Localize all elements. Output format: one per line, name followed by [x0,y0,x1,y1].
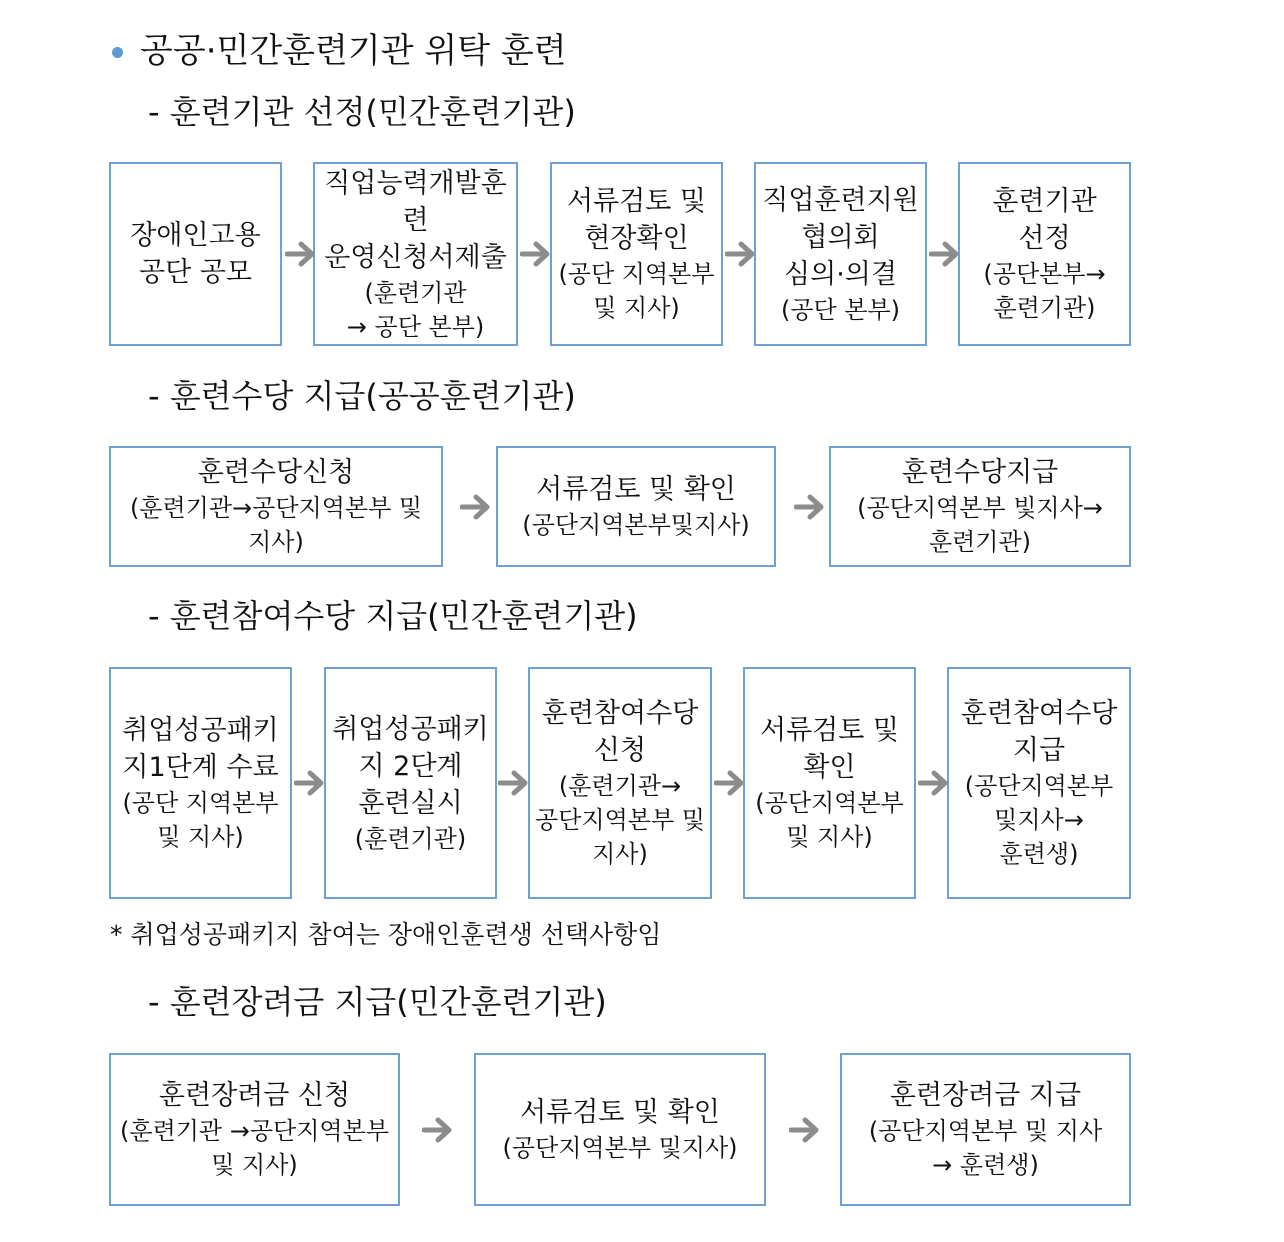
box-sub-text: (훈련기관→ 공단지역본부 및 지사) [535,772,705,868]
flow-box [840,1053,1131,1206]
box-sub-text: (공단지역본부 빛지사→ 훈련기관) [857,494,1103,556]
flow-box [528,667,712,899]
arrow-right-icon [725,241,757,267]
arrow-right-icon [918,770,950,796]
box-sub-text: (공단 지역본부 및 지사) [558,260,715,322]
box-main-text: 훈련장려금 신청 [158,1080,351,1111]
section-heading-participation-allowance: - 훈련참여수당 지급(민간훈련기관) [148,597,638,635]
box-sub-text: (공단지역본부 및지사→ 훈련생) [964,772,1114,868]
box-main-text: 취업성공패키 지 2단계 훈련실시 [332,713,489,819]
box-main-text: 서류검토 및 확인 [760,715,899,783]
flow-box [474,1053,766,1206]
arrow-right-icon [929,241,961,267]
box-main-text: 훈련참여수당 지급 [960,698,1118,766]
box-sub-text: (공단 본부) [780,295,901,324]
box-sub-text: (훈련기관 → 공단 본부) [346,278,485,341]
box-main-text: 직업훈련지원 협의회 심의·의결 [762,184,919,290]
flow-box [496,446,776,567]
arrow-right-icon [714,770,746,796]
box-main-text: 직업능력개발훈련 운영신청서제출 [324,167,507,273]
arrow-right-icon [498,770,530,796]
footnote: * 취업성공패키지 참여는 장애인훈련생 선택사항임 [110,920,662,949]
box-sub-text: (훈련기관 →공단지역본부 및 지사) [120,1117,389,1179]
box-main-text: 서류검토 및 확인 [520,1097,720,1128]
box-main-text: 훈련참여수당 신청 [541,698,699,766]
flow-box [829,446,1131,567]
flow-box [550,162,723,346]
box-main-text: 취업성공패키 지1단계 수료 [122,715,279,783]
box-sub-text: (훈련기관→공단지역본부 및 지사) [129,494,423,556]
box-sub-text: (공단지역본부 및 지사) [755,789,904,851]
page-title: 공공·민간훈련기관 위탁 훈련 [140,31,567,71]
flow-box [109,1053,400,1206]
flow-box [743,667,916,899]
arrow-right-icon [794,494,826,520]
flow-box [947,667,1131,899]
box-sub-text: (공단지역본부및지사) [522,511,750,539]
box-sub-text: (공단 지역본부 및 지사) [122,789,279,851]
box-sub-text: (공단지역본부 및지사) [502,1134,738,1162]
flow-box [324,667,497,899]
flow-box [109,446,443,567]
box-main-text: 서류검토 및 현장확인 [567,186,706,254]
arrow-right-icon [460,494,492,520]
box-sub-text: (공단지역본부 및 지사 → 훈련생) [868,1117,1103,1179]
box-main-text: 훈련수당신청 [197,457,355,488]
section-heading-training-allowance: - 훈련수당 지급(공공훈련기관) [148,377,576,415]
box-main-text: 서류검토 및 확인 [536,474,736,505]
box-main-text: 훈련수당지급 [901,457,1059,488]
box-sub-text: (훈련기관) [354,824,467,853]
flow-box [754,162,927,346]
arrow-right-icon [285,241,317,267]
bullet-icon [112,47,123,58]
flow-box [109,162,282,346]
flow-box [109,667,292,899]
arrow-right-icon [294,770,326,796]
flow-box [958,162,1131,346]
arrow-right-icon [520,241,552,267]
flow-box [313,162,518,346]
box-main-text: 장애인고용 공단 공모 [130,220,261,288]
box-main-text: 훈련기관 선정 [992,186,1097,254]
section-heading-incentive: - 훈련장려금 지급(민간훈련기관) [148,983,607,1021]
box-main-text: 훈련장려금 지급 [889,1080,1082,1111]
arrow-right-icon [789,1117,821,1143]
section-heading-institution-selection: - 훈련기관 선정(민간훈련기관) [148,93,576,131]
arrow-right-icon [422,1117,454,1143]
box-sub-text: (공단본부→ 훈련기관) [983,260,1106,322]
